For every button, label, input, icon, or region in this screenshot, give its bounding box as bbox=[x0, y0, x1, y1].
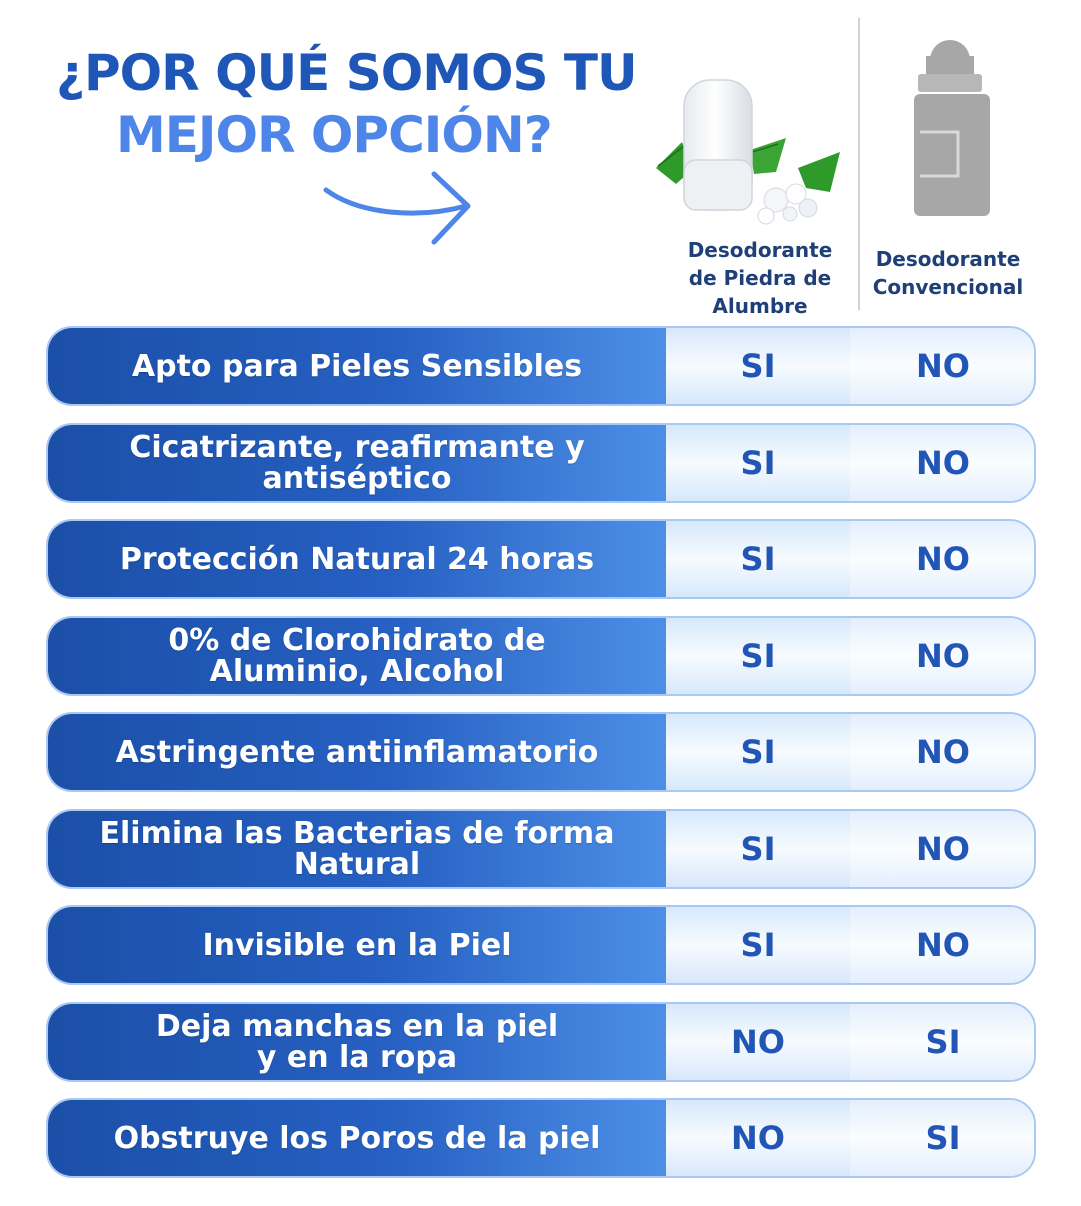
comparison-row bbox=[46, 712, 1036, 792]
alum-answer: SI bbox=[666, 425, 850, 501]
feature-cell bbox=[48, 714, 666, 790]
arrow-right-icon bbox=[322, 168, 474, 248]
comparison-row bbox=[46, 809, 1036, 889]
comparison-row bbox=[46, 1002, 1036, 1082]
alum-answer: SI bbox=[666, 811, 850, 887]
feature-label: Elimina las Bacterias de forma Natural bbox=[99, 815, 615, 882]
feature-label: 0% de Clorohidrato de Aluminio, Alcohol bbox=[168, 622, 546, 689]
alum-answer: SI bbox=[666, 521, 850, 597]
feature-cell bbox=[48, 1100, 666, 1176]
conventional-answer: NO bbox=[850, 714, 1036, 790]
comparison-table bbox=[46, 326, 1036, 1195]
column-divider bbox=[858, 18, 860, 310]
conventional-answer: NO bbox=[850, 328, 1036, 404]
feature-cell bbox=[48, 328, 666, 404]
conventional-column-label: Desodorante Convencional bbox=[872, 247, 1024, 299]
page-title bbox=[56, 42, 637, 166]
alum-stone-deodorant-image bbox=[648, 60, 848, 230]
comparison-row bbox=[46, 519, 1036, 599]
comparison-row bbox=[46, 616, 1036, 696]
feature-cell bbox=[48, 618, 666, 694]
conventional-answer: NO bbox=[850, 521, 1036, 597]
alum-answer: SI bbox=[666, 618, 850, 694]
feature-label: Protección Natural 24 horas bbox=[119, 541, 595, 577]
title-line-1: ¿POR QUÉ SOMOS TU bbox=[56, 44, 637, 102]
roll-on-deodorant-icon bbox=[900, 38, 1000, 220]
feature-cell bbox=[48, 907, 666, 983]
feature-cell bbox=[48, 521, 666, 597]
alum-answer: SI bbox=[666, 907, 850, 983]
alum-answer: NO bbox=[666, 1004, 850, 1080]
conventional-answer: SI bbox=[850, 1100, 1036, 1176]
comparison-row bbox=[46, 326, 1036, 406]
conventional-answer: NO bbox=[850, 425, 1036, 501]
comparison-row bbox=[46, 905, 1036, 985]
comparison-row bbox=[46, 423, 1036, 503]
feature-label: Deja manchas en la piel y en la ropa bbox=[155, 1008, 559, 1075]
feature-label: Obstruye los Poros de la piel bbox=[113, 1120, 601, 1156]
alum-answer: SI bbox=[666, 328, 850, 404]
feature-label: Apto para Pieles Sensibles bbox=[131, 348, 583, 384]
conventional-answer: NO bbox=[850, 811, 1036, 887]
comparison-row bbox=[46, 1098, 1036, 1178]
feature-label: Cicatrizante, reafirmante y antiséptico bbox=[129, 429, 585, 496]
feature-cell bbox=[48, 811, 666, 887]
alum-answer: SI bbox=[666, 714, 850, 790]
conventional-answer: SI bbox=[850, 1004, 1036, 1080]
conventional-answer: NO bbox=[850, 618, 1036, 694]
feature-label: Invisible en la Piel bbox=[202, 927, 512, 963]
feature-label: Astringente antiinflamatorio bbox=[115, 734, 599, 770]
conventional-answer: NO bbox=[850, 907, 1036, 983]
alum-answer: NO bbox=[666, 1100, 850, 1176]
feature-cell bbox=[48, 1004, 666, 1080]
feature-cell bbox=[48, 425, 666, 501]
alum-column-label: Desodorante de Piedra de Alumbre bbox=[687, 238, 833, 318]
title-line-2: MEJOR OPCIÓN? bbox=[116, 106, 552, 164]
